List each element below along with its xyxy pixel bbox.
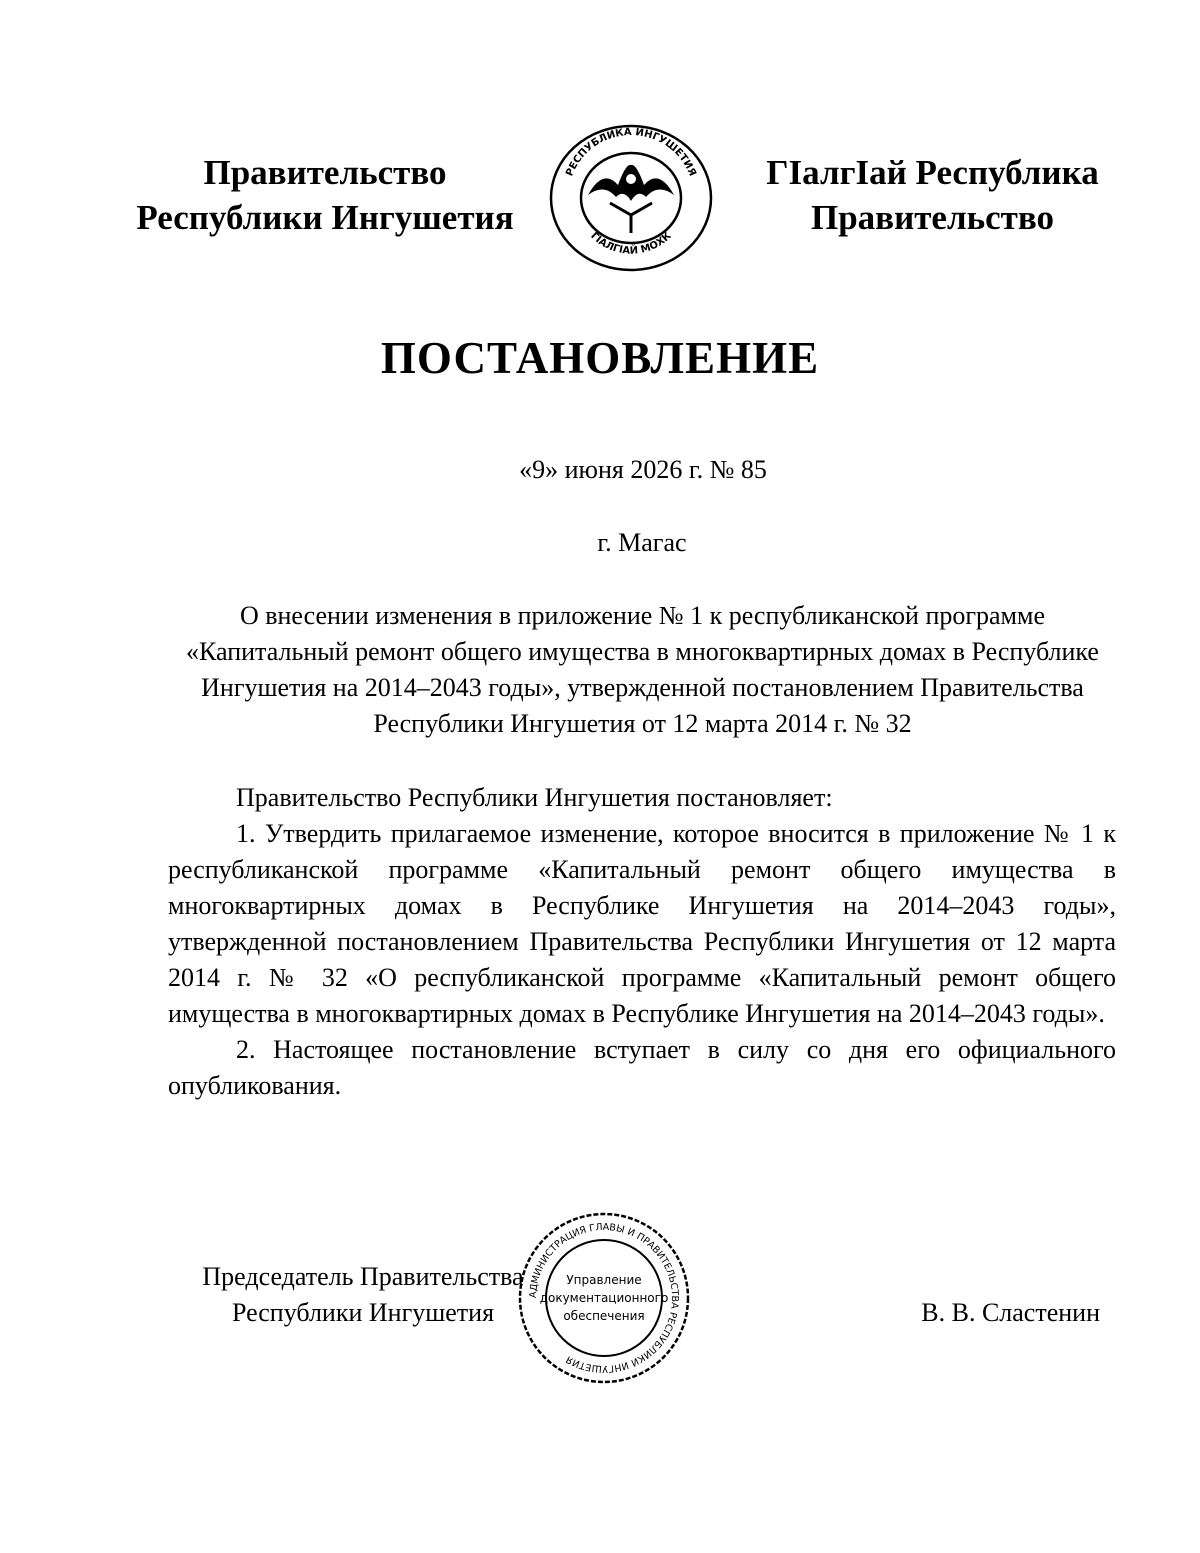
document-place: г. Магас: [597, 528, 687, 557]
body-paragraph-item-1: 1. Утвердить прилагаемое изменение, которое вносится в приложение № 1 к республиканской программе «Капитальный ремонт общего имущества в многоквартирных домах в Республике Ингушетия на 2014–2043 годы», утвержденной постановлением Правительства Республики Ингушетия от 12 марта 2014 г. № 32 «О республиканской программе «Капитальный ремонт общего имущества в многоквартирных домах в Республике Ингушетия на 2014–2043 годы».: [168, 819, 1116, 1028]
header-left-line2: Республики Ингушетия: [136, 198, 514, 237]
svg-text:ГIАЛГIАЙ МОХК: ГIАЛГIАЙ МОХК: [588, 230, 674, 257]
document-type: ПОСТАНОВЛЕНИЕ: [380, 333, 820, 383]
signatory-name: В. В. Сластенин: [921, 1298, 1100, 1327]
header-left: [120, 150, 530, 240]
document-body: [168, 780, 1116, 1104]
document-date-number: «9» июня 2026 г. № 85: [519, 455, 767, 484]
body-paragraph-item-2: 2. Настоящее постановление вступает в силу со дня его официального опубликования.: [168, 1035, 1116, 1100]
header-left-line1: Правительство: [203, 153, 447, 192]
body-paragraph-preamble: Правительство Республики Ингушетия постановляет:: [236, 783, 833, 812]
signatory-position-line1: Председатель Правительства: [202, 1262, 524, 1291]
svg-text:документационного: документационного: [539, 1291, 669, 1305]
header-right-line2: Правительство: [810, 198, 1055, 237]
svg-text:Управление: Управление: [566, 1273, 642, 1287]
header-right-line1: ГIалгIай Республика: [766, 153, 1099, 192]
signatory-position-line2: Республики Ингушетия: [231, 1298, 495, 1327]
svg-text:РЕСПУБЛИКА ИНГУШЕТИЯ: РЕСПУБЛИКА ИНГУШЕТИЯ: [564, 126, 698, 178]
document-subject: О внесении изменения в приложение № 1 к республиканской программе «Капитальный ремонт общего имущества в многоквартирных домах в Республике Ингушетия на 2014–2043 годы», утвержденной постановлением Правительства Республики Ингушетия от 12 марта 2014 г. № 32: [186, 601, 1099, 738]
header-right: [745, 150, 1120, 240]
official-stamp-icon: [516, 1210, 692, 1386]
svg-text:обеспечения: обеспечения: [563, 1309, 645, 1323]
republic-emblem-icon: [548, 123, 714, 273]
svg-text:АДМИНИСТРАЦИЯ ГЛАВЫ И ПРАВИТЕЛ: АДМИНИСТРАЦИЯ ГЛАВЫ И ПРАВИТЕЛЬСТВА РЕСПУБЛИКИ ИНГУШЕТИЯ: [527, 1221, 681, 1375]
signatory-position: [188, 1259, 538, 1331]
